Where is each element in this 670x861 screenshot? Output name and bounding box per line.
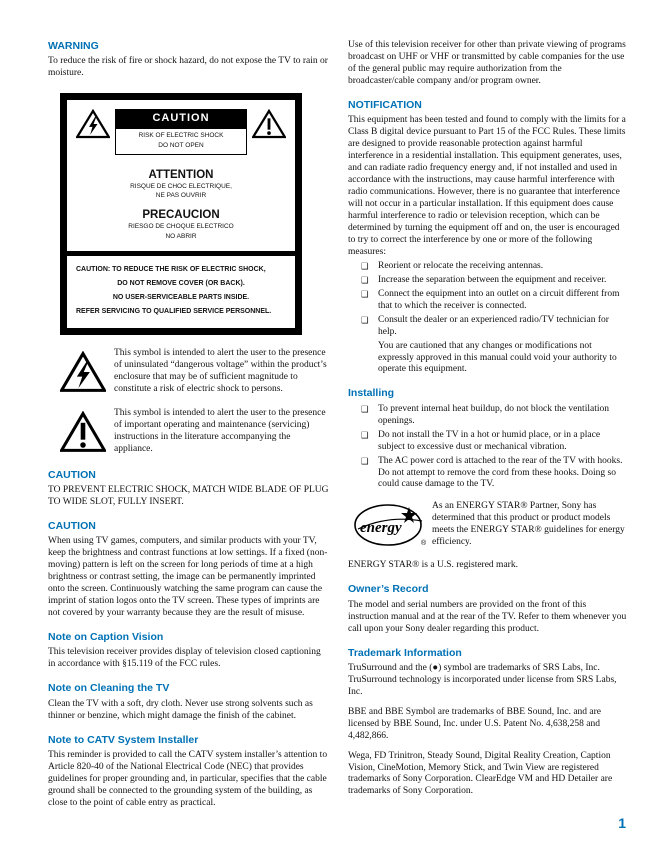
trademark-paragraph-1: TruSurround and the (●) symbol are trademarks of SRS Labs, Inc. TruSurround technology is incorporated under license from SRS Labs, Inc. <box>348 662 617 697</box>
precaucion-sub2: NO ABRIR <box>165 232 197 240</box>
list-item <box>348 261 628 273</box>
square-bullet-icon: ❑ <box>361 275 369 286</box>
list-item <box>348 430 628 454</box>
list-item <box>348 289 628 313</box>
square-bullet-icon: ❑ <box>361 289 369 300</box>
list-item-text: To prevent internal heat buildup, do not block the ventilation openings. <box>378 403 609 426</box>
lightning-triangle-icon <box>76 109 110 144</box>
trademark-heading: Trademark Information <box>348 646 462 659</box>
energy-star-registered-note: ENERGY STAR® is a U.S. registered mark. <box>348 560 518 571</box>
attention-title: ATTENTION <box>148 168 214 181</box>
caution-box-center <box>115 109 247 154</box>
list-item-text: Increase the separation between the equipment and receiver. <box>378 274 607 285</box>
svg-text:®: ® <box>421 540 427 548</box>
footer-line-2: DO NOT REMOVE COVER (OR BACK). <box>117 280 245 288</box>
caution-box-risk <box>115 129 247 155</box>
exclamation-triangle-icon <box>252 109 286 144</box>
caution1-heading: CAUTION <box>48 469 96 482</box>
square-bullet-icon: ❑ <box>361 456 369 467</box>
caution-box-top <box>67 100 295 154</box>
risk-line-1: RISK OF ELECTRIC SHOCK <box>138 132 224 140</box>
caution-box-footer <box>67 251 295 328</box>
precaucion-sub1: RIESGO DE CHOQUE ELECTRICO <box>128 223 234 231</box>
notification-body: This equipment has been tested and found to comply with the limits for a Class B digital device pursuant to Part 15 of the FCC Rules. These limits are designed to provide reasonable protection against harmful interference in a residential installation. This equipment generates, uses, and can radiate radio frequency energy and, if not installed and used in accordance with the instructions, may cause harmful interference with radio communications. However, there is no guarantee that interference will not occur in a particular installation. If this equipment does cause harmful interference to radio or television reception, which can be determined by turning the equipment off and on, the user is encouraged to try to correct the interference by one or more of the following measures: <box>348 115 626 257</box>
trademark-paragraph-3: Wega, FD Trinitron, Steady Sound, Digital Reality Creation, Caption Vision, CineMotion, Memory Stick, and Twin View are registered trademarks of Sony Corporation. ClearEdge VM and HD Detailer are trademarks of Sony Corporation. <box>348 750 613 797</box>
square-bullet-icon: ❑ <box>361 430 369 441</box>
lightning-triangle-icon <box>48 348 114 398</box>
caption-vision-body: This television receiver provides display of television closed captioning in accordance with §15.119 of the FCC rules. <box>48 647 321 670</box>
caution1-body: TO PREVENT ELECTRIC SHOCK, MATCH WIDE BLADE OF PLUG TO WIDE SLOT, FULLY INSERT. <box>48 485 329 508</box>
catv-heading: Note to CATV System Installer <box>48 733 199 746</box>
left-column <box>48 40 330 812</box>
owners-record-heading: Owner’s Record <box>348 583 429 596</box>
owners-record-body: The model and serial numbers are provided on the front of this instruction manual and at the rear of the TV. Refer to them whenever you call upon your Sony dealer regarding this product. <box>348 599 627 634</box>
energy-star-logo <box>348 501 432 554</box>
list-item-text: Do not install the TV in a hot or humid place, or in a place subject to excessive dust or mechanical vibration. <box>378 429 601 452</box>
square-bullet-icon: ❑ <box>361 404 369 415</box>
list-item-text: Reorient or relocate the receiving antennas. <box>378 260 544 271</box>
exclamation-triangle-icon <box>48 408 114 458</box>
catv-body: This reminder is provided to call the CATV system installer’s attention to Article 820-40 of the National Electrical Code (NEC) that provides guidelines for proper grounding and, in particular, specifies that the cable ground shall be connected to the grounding system of the building, as close to the point of cable entry as practical. <box>48 749 328 808</box>
installing-heading: Installing <box>348 387 395 400</box>
caution2-body: When using TV games, computers, and similar products with your TV, keep the brightness and contrast functions at low settings. If a fixed (non-moving) pattern is left on the screen for long periods of time at a high brightness or contrast setting, the image can be permanently imprinted onto the screen. Continuously watching the same program can cause the imprint of station logos onto the TV screen. These types of imprints are not covered by your warranty because they are the result of misuse. <box>48 536 328 619</box>
cleaning-heading: Note on Cleaning the TV <box>48 682 170 695</box>
list-item <box>348 315 628 339</box>
list-item-text: Connect the equipment into an outlet on a circuit different from that to which the receiver is connected. <box>378 288 620 311</box>
attention-sub2: NE PAS OUVRIR <box>155 192 207 200</box>
energy-star-block <box>348 501 628 554</box>
risk-line-2: DO NOT OPEN <box>158 141 204 149</box>
energy-star-text: As an ENERGY STAR® Partner, Sony has determined that this product or product models meets the ENERGY STAR® guidelines for energy efficiency. <box>432 501 625 548</box>
warning-body: To reduce the risk of fire or shock hazard, do not expose the TV to rain or moisture. <box>48 56 328 79</box>
symbol-instructions-text: This symbol is intended to alert the user to the presence of important operating and maintenance (servicing) instructions in the literature accompanying the appliance. <box>114 408 326 455</box>
attention-sub1: RISQUE DE CHOC ELECTRIQUE, <box>130 183 232 190</box>
footer-line-1: CAUTION: TO REDUCE THE RISK OF ELECTRIC SHOCK, <box>76 266 266 274</box>
list-item <box>348 404 628 428</box>
notification-caution-note: You are cautioned that any changes or modifications not expressly approved in this manual could void your authority to operate this equipment. <box>378 340 617 375</box>
footer-line-4: REFER SERVICING TO QUALIFIED SERVICE PERSONNEL. <box>76 308 272 316</box>
warning-heading: WARNING <box>48 40 99 52</box>
cleaning-body: Clean the TV with a soft, dry cloth. Never use strong solvents such as thinner or benzine, which might damage the finish of the cabinet. <box>48 698 313 721</box>
caution-box-header: CAUTION <box>115 109 247 129</box>
list-item <box>348 456 628 492</box>
precaucion-title: PRECAUCION <box>142 208 220 221</box>
page-number: 1 <box>618 815 626 832</box>
footer-line-3: NO USER-SERVICEABLE PARTS INSIDE. <box>112 294 250 302</box>
notification-heading: NOTIFICATION <box>348 98 422 111</box>
trademark-paragraph-2: BBE and BBE Symbol are trademarks of BBE Sound, Inc. and are licensed by BBE Sound, Inc. under U.S. Patent No. 4,638,258 and 4,482,866. <box>348 706 602 741</box>
caution-box-languages <box>67 155 295 252</box>
symbol-voltage-text: This symbol is intended to alert the user to the presence of uninsulated “dangerous voltage” within the product’s enclosure that may be of sufficient magnitude to constitute a risk of electric shock to persons. <box>114 348 327 395</box>
caption-vision-heading: Note on Caption Vision <box>48 631 164 644</box>
intro-paragraph: Use of this television receiver for other than private viewing of programs broadcast on UHF or VHF or transmitted by cable companies for the use of the general public may require authorization from the broadcaster/cable company and/or program owner. <box>348 40 626 86</box>
list-item <box>348 275 628 287</box>
square-bullet-icon: ❑ <box>361 261 369 272</box>
right-column <box>348 40 628 800</box>
caution2-heading: CAUTION <box>48 520 96 533</box>
symbol-explanation-voltage <box>48 348 330 398</box>
caution-box <box>60 93 302 335</box>
svg-text:energy: energy <box>360 520 402 537</box>
list-item-text: The AC power cord is attached to the rear of the TV with hooks. Do not attempt to remove the cord from these hooks. Doing so could cause damage to the TV. <box>378 455 623 490</box>
square-bullet-icon: ❑ <box>361 315 369 326</box>
symbol-explanation-instructions <box>48 408 330 458</box>
list-item-text: Consult the dealer or an experienced radio/TV technician for help. <box>378 314 609 337</box>
